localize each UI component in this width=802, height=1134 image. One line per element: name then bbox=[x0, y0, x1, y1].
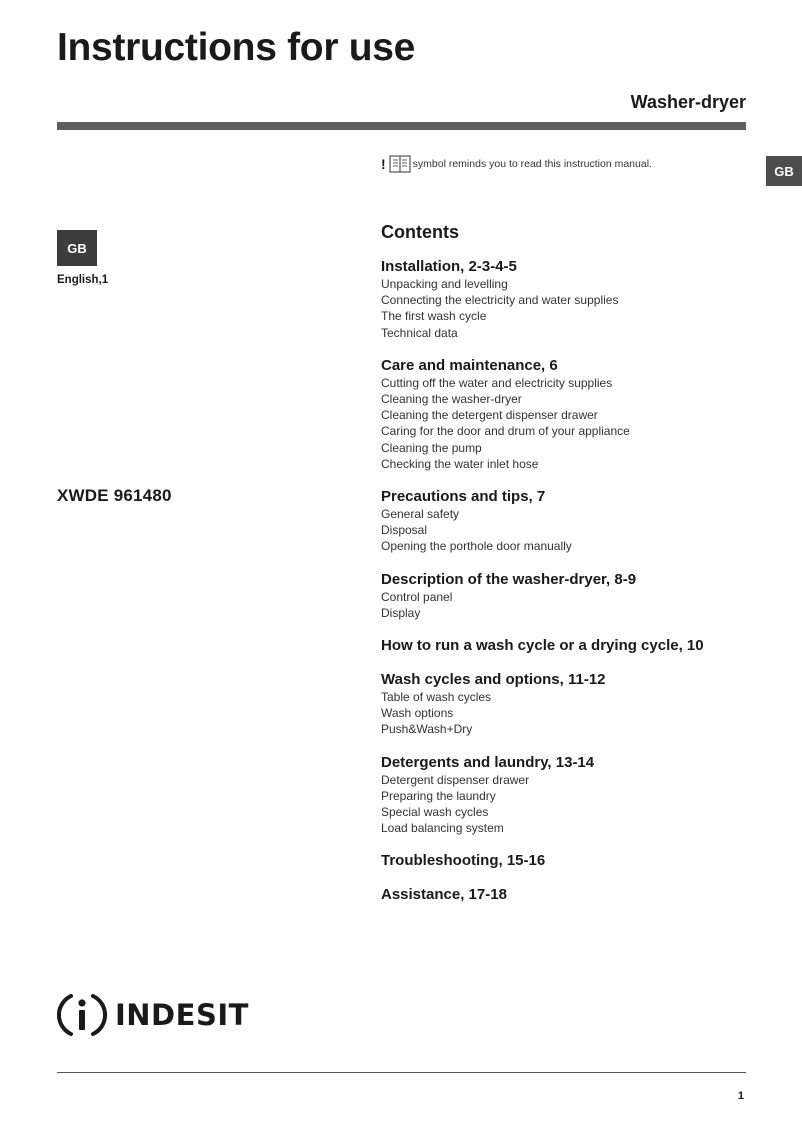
section-title: Description of the washer-dryer, 8-9 bbox=[381, 570, 637, 588]
section-title: How to run a wash cycle or a drying cycle, 10 bbox=[381, 637, 704, 655]
section-item: Technical data bbox=[381, 325, 458, 340]
language-label: English,1 bbox=[57, 274, 109, 286]
product-type: Washer-dryer bbox=[630, 92, 746, 112]
contents-section bbox=[381, 851, 761, 870]
section-item: Control panel bbox=[381, 589, 453, 604]
brand-name: INDESIT bbox=[115, 998, 249, 1032]
section-item: Cutting off the water and electricity supplies bbox=[381, 375, 613, 390]
section-title: Precautions and tips, 7 bbox=[381, 488, 546, 506]
section-item: Wash options bbox=[381, 706, 454, 721]
book-icon bbox=[389, 155, 411, 173]
section-item: Push&Wash+Dry bbox=[381, 722, 473, 737]
section-title: Troubleshooting, 15-16 bbox=[381, 852, 546, 870]
contents-section bbox=[381, 356, 761, 472]
section-item: The first wash cycle bbox=[381, 309, 487, 324]
section-item: Unpacking and levelling bbox=[381, 277, 508, 291]
section-item: Checking the water inlet hose bbox=[381, 456, 539, 471]
language-badge: GB bbox=[57, 230, 97, 266]
section-item: Display bbox=[381, 605, 421, 620]
page-number: 1 bbox=[737, 1090, 744, 1102]
contents-title: Contents bbox=[381, 222, 459, 242]
contents-sections bbox=[381, 257, 761, 904]
warning-icon: ! bbox=[381, 156, 386, 172]
contents-section bbox=[381, 570, 761, 621]
section-title: Installation, 2-3-4-5 bbox=[381, 258, 517, 275]
section-title: Detergents and laundry, 13-14 bbox=[381, 753, 595, 771]
section-title: Assistance, 17-18 bbox=[381, 886, 507, 904]
section-item: Detergent dispenser drawer bbox=[381, 772, 530, 787]
manual-note-text: symbol reminds you to read this instruction manual. bbox=[412, 158, 652, 170]
section-item: Load balancing system bbox=[381, 821, 504, 836]
contents-section bbox=[381, 753, 761, 837]
contents-section bbox=[381, 487, 761, 555]
section-item: Special wash cycles bbox=[381, 805, 489, 820]
section-item: Cleaning the washer-dryer bbox=[381, 392, 522, 407]
section-item: Cleaning the detergent dispenser drawer bbox=[381, 408, 598, 423]
section-item: Caring for the door and drum of your appliance bbox=[381, 424, 630, 439]
contents-section bbox=[381, 257, 761, 341]
contents-section bbox=[381, 670, 761, 738]
contents-section bbox=[381, 636, 761, 655]
section-title: Care and maintenance, 6 bbox=[381, 356, 558, 374]
section-item: Connecting the electricity and water supplies bbox=[381, 293, 619, 308]
section-item: Opening the porthole door manually bbox=[381, 539, 572, 554]
footer-divider bbox=[57, 1072, 746, 1073]
section-item: Disposal bbox=[381, 523, 428, 538]
indesit-logo-icon bbox=[57, 990, 107, 1040]
section-title: Wash cycles and options, 11-12 bbox=[381, 671, 606, 689]
manual-note bbox=[381, 155, 652, 173]
model-number: XWDE 961480 bbox=[57, 486, 172, 505]
table-of-contents bbox=[381, 222, 761, 919]
section-item: Table of wash cycles bbox=[381, 690, 492, 705]
brand-logo bbox=[57, 990, 249, 1040]
page-title: Instructions for use bbox=[57, 26, 416, 69]
contents-section bbox=[381, 885, 761, 904]
header-divider bbox=[57, 122, 746, 130]
section-item: Preparing the laundry bbox=[381, 788, 496, 803]
section-item: Cleaning the pump bbox=[381, 440, 482, 455]
section-item: General safety bbox=[381, 507, 460, 522]
language-side-tab: GB bbox=[766, 156, 802, 186]
